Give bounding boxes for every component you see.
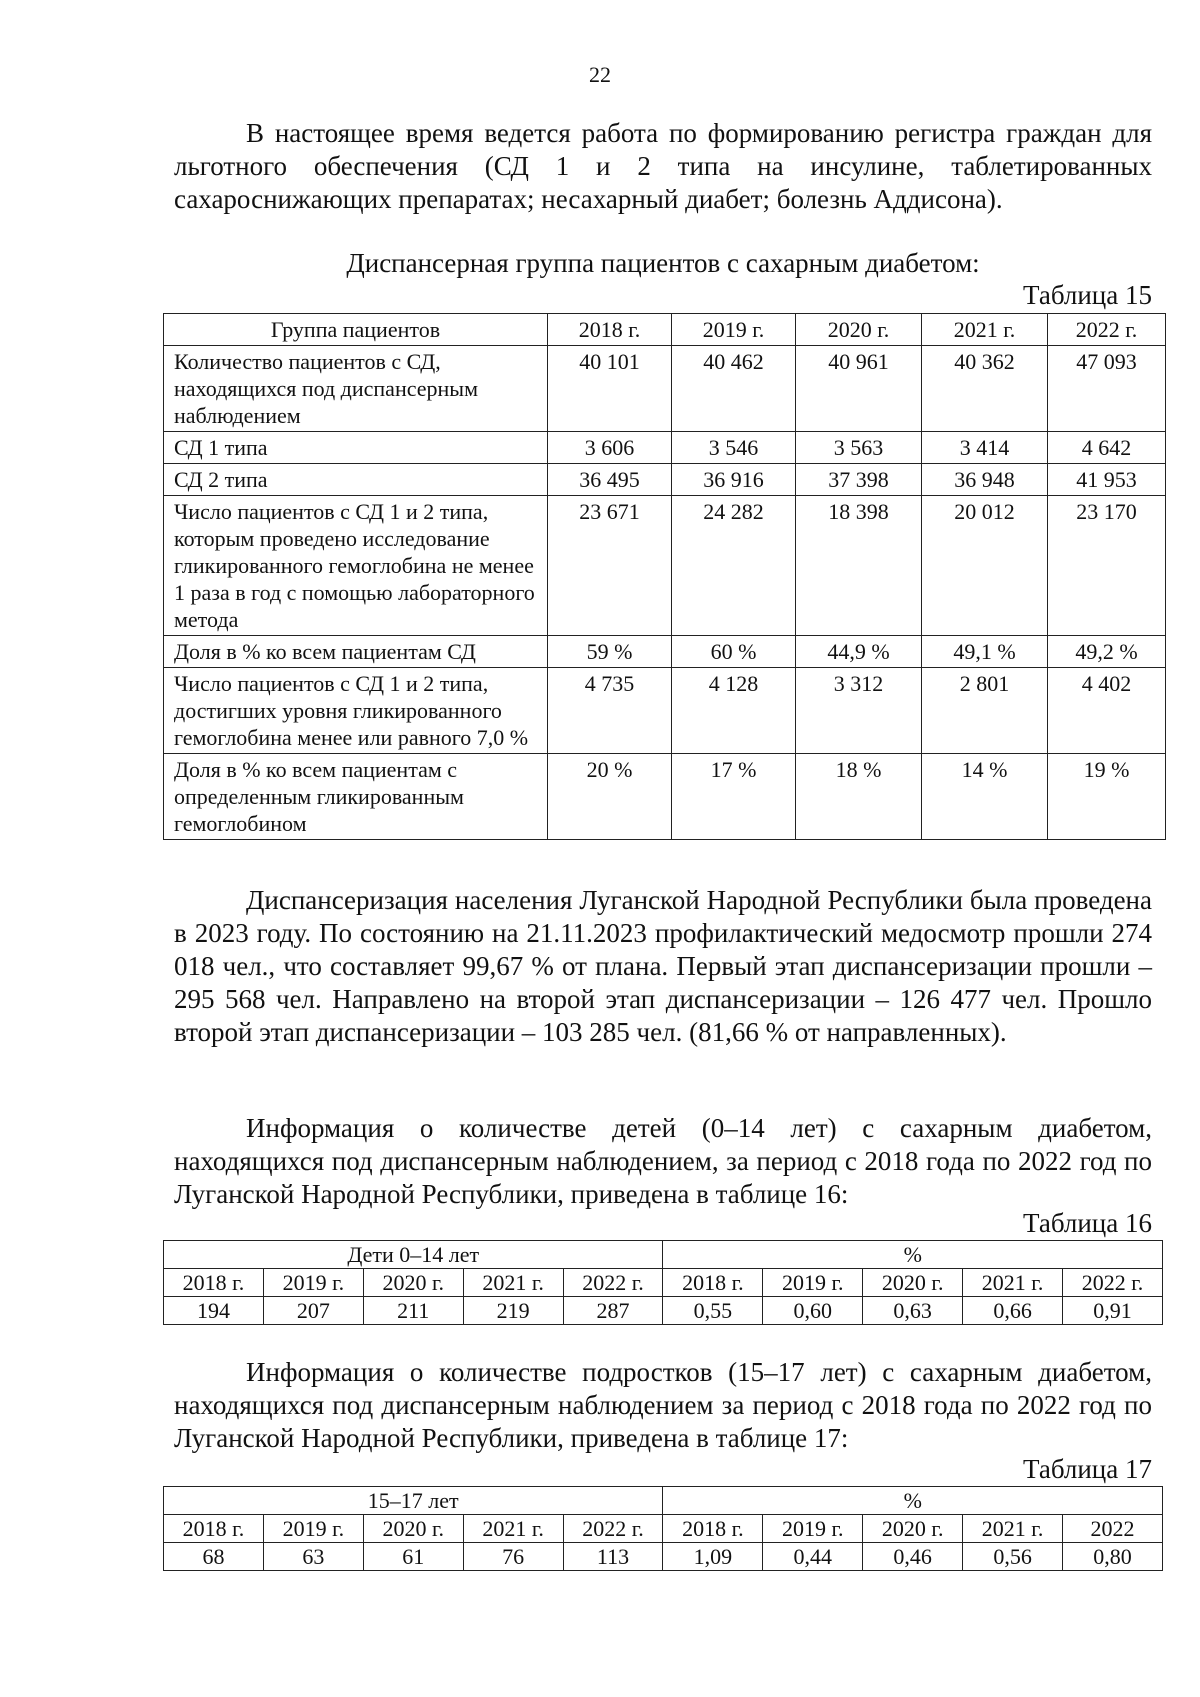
table15-header-cell: 2022 г. xyxy=(1048,314,1166,346)
table-cell: 3 563 xyxy=(796,432,922,464)
table-cell: 3 414 xyxy=(922,432,1048,464)
table-cell: 2019 г. xyxy=(763,1269,863,1297)
table-cell: 36 916 xyxy=(672,464,796,496)
table-row xyxy=(164,346,1166,432)
table-cell: 0,44 xyxy=(763,1543,863,1571)
table-cell: 0,60 xyxy=(763,1297,863,1325)
table-cell: 219 xyxy=(463,1297,563,1325)
table-cell: 287 xyxy=(563,1297,663,1325)
table-cell: 211 xyxy=(363,1297,463,1325)
table-cell: 2018 г. xyxy=(164,1269,264,1297)
table-cell: 2018 г. xyxy=(663,1269,763,1297)
table-cell: 37 398 xyxy=(796,464,922,496)
table-cell: 2020 г. xyxy=(363,1515,463,1543)
table17-group-left: 15–17 лет xyxy=(164,1487,663,1515)
row-label: Число пациентов с СД 1 и 2 типа, которым проведено исследование гликированного гемоглобина не менее 1 раза в год с помощью лабораторного метода xyxy=(164,496,548,636)
table-cell: 23 671 xyxy=(548,496,672,636)
table-cell: 40 462 xyxy=(672,346,796,432)
table-cell: 63 xyxy=(263,1543,363,1571)
table-cell: 49,2 % xyxy=(1048,636,1166,668)
row-label: Доля в % ко всем пациентам с определенным гликированным гемоглобином xyxy=(164,754,548,840)
table-cell: 61 xyxy=(363,1543,463,1571)
table15-header-cell: 2019 г. xyxy=(672,314,796,346)
table-cell: 20 % xyxy=(548,754,672,840)
table16-group-right: % xyxy=(663,1241,1163,1269)
table-cell: 49,1 % xyxy=(922,636,1048,668)
table-row xyxy=(164,432,1166,464)
table-cell: 3 606 xyxy=(548,432,672,464)
table-cell: 41 953 xyxy=(1048,464,1166,496)
table-row xyxy=(164,754,1166,840)
table15 xyxy=(163,313,1166,840)
table17-label: Таблица 17 xyxy=(1023,1454,1152,1484)
table-cell: 2019 г. xyxy=(263,1269,363,1297)
table15-header-cell: 2021 г. xyxy=(922,314,1048,346)
table-cell: 2021 г. xyxy=(463,1515,563,1543)
table17-group-row xyxy=(164,1487,1163,1515)
table-row xyxy=(164,464,1166,496)
table-cell: 2019 г. xyxy=(263,1515,363,1543)
table-cell: 0,55 xyxy=(663,1297,763,1325)
table-cell: 76 xyxy=(463,1543,563,1571)
table-cell: 19 % xyxy=(1048,754,1166,840)
table-cell: 0,66 xyxy=(963,1297,1063,1325)
table-cell: 2020 г. xyxy=(363,1269,463,1297)
table15-header-cell: 2018 г. xyxy=(548,314,672,346)
table-cell: 194 xyxy=(164,1297,264,1325)
table-cell: 2020 г. xyxy=(863,1269,963,1297)
table17 xyxy=(163,1486,1163,1571)
table-cell: 20 012 xyxy=(922,496,1048,636)
table15-header-cell: 2020 г. xyxy=(796,314,922,346)
row-label: Доля в % ко всем пациентам СД xyxy=(164,636,548,668)
table-cell: 17 % xyxy=(672,754,796,840)
table-cell: 40 961 xyxy=(796,346,922,432)
table-cell: 3 546 xyxy=(672,432,796,464)
teens-paragraph: Информация о количестве подростков (15–17 лет) с сахарным диабетом, находящихся под диспансерным наблюдением за период с 2018 года по 2022 год по Луганской Народной Республики, приведена в таблице 17: xyxy=(174,1357,1152,1453)
table-cell: 4 402 xyxy=(1048,668,1166,754)
table16-group-row xyxy=(164,1241,1163,1269)
table-cell: 47 093 xyxy=(1048,346,1166,432)
intro-paragraph: В настоящее время ведется работа по формированию регистра граждан для льготного обеспечения (СД 1 и 2 типа на инсулине, таблетированных сахароснижающих препаратах; несахарный диабет; болезнь Аддисона). xyxy=(174,118,1152,214)
table-cell: 2021 г. xyxy=(963,1515,1063,1543)
table-cell: 24 282 xyxy=(672,496,796,636)
table-cell: 2018 г. xyxy=(164,1515,264,1543)
table16 xyxy=(163,1240,1163,1325)
table-cell: 0,80 xyxy=(1063,1543,1163,1571)
table16-group-left: Дети 0–14 лет xyxy=(164,1241,663,1269)
table-cell: 40 101 xyxy=(548,346,672,432)
screening-paragraph: Диспансеризация населения Луганской Народной Республики была проведена в 2023 году. По состоянию на 21.11.2023 профилактический медосмотр прошли 274 018 чел., что составляет 99,67 % от плана. Первый этап диспансеризации прошли – 295 568 чел. Направлено на второй этап диспансеризации – 126 477 чел. Прошло второй этап диспансеризации – 103 285 чел. (81,66 % от направленных). xyxy=(174,885,1152,1047)
page-number: 22 xyxy=(589,62,611,87)
table16-years-row xyxy=(164,1269,1163,1297)
table-cell: 68 xyxy=(164,1543,264,1571)
table-cell: 2021 г. xyxy=(463,1269,563,1297)
table-cell: 0,56 xyxy=(963,1543,1063,1571)
table-cell: 2022 г. xyxy=(563,1269,663,1297)
table15-header-row xyxy=(164,314,1166,346)
table-cell: 14 % xyxy=(922,754,1048,840)
table-cell: 60 % xyxy=(672,636,796,668)
table17-group-right: % xyxy=(663,1487,1163,1515)
row-label: Количество пациентов с СД, находящихся под диспансерным наблюдением xyxy=(164,346,548,432)
table-cell: 1,09 xyxy=(663,1543,763,1571)
table-cell: 3 312 xyxy=(796,668,922,754)
table-cell: 4 128 xyxy=(672,668,796,754)
table-cell: 2022 г. xyxy=(563,1515,663,1543)
table-cell: 113 xyxy=(563,1543,663,1571)
table-cell: 18 % xyxy=(796,754,922,840)
table-cell: 2019 г. xyxy=(763,1515,863,1543)
table-cell: 2020 г. xyxy=(863,1515,963,1543)
children-paragraph: Информация о количестве детей (0–14 лет) с сахарным диабетом, находящихся под диспансерным наблюдением, за период с 2018 года по 2022 год по Луганской Народной Республики, приведена в таблице 16: xyxy=(174,1113,1152,1209)
table16-values-row xyxy=(164,1297,1163,1325)
table15-label: Таблица 15 xyxy=(1023,280,1152,310)
table-cell: 0,63 xyxy=(863,1297,963,1325)
table-cell: 36 948 xyxy=(922,464,1048,496)
table-cell: 2022 xyxy=(1063,1515,1163,1543)
table17-years-row xyxy=(164,1515,1163,1543)
table15-caption: Диспансерная группа пациентов с сахарным диабетом: xyxy=(346,248,980,278)
table15-header-cell: Группа пациентов xyxy=(164,314,548,346)
table-row xyxy=(164,668,1166,754)
table-cell: 2 801 xyxy=(922,668,1048,754)
table-cell: 36 495 xyxy=(548,464,672,496)
table-cell: 44,9 % xyxy=(796,636,922,668)
table-cell: 59 % xyxy=(548,636,672,668)
table-cell: 2022 г. xyxy=(1063,1269,1163,1297)
table17-values-row xyxy=(164,1543,1163,1571)
table-cell: 18 398 xyxy=(796,496,922,636)
table-cell: 0,46 xyxy=(863,1543,963,1571)
table-cell: 4 735 xyxy=(548,668,672,754)
table-cell: 2021 г. xyxy=(963,1269,1063,1297)
table-cell: 207 xyxy=(263,1297,363,1325)
table-cell: 40 362 xyxy=(922,346,1048,432)
table-cell: 0,91 xyxy=(1063,1297,1163,1325)
row-label: СД 1 типа xyxy=(164,432,548,464)
row-label: СД 2 типа xyxy=(164,464,548,496)
table-cell: 23 170 xyxy=(1048,496,1166,636)
table-cell: 4 642 xyxy=(1048,432,1166,464)
table16-label: Таблица 16 xyxy=(1023,1208,1152,1238)
table-row xyxy=(164,636,1166,668)
table-row xyxy=(164,496,1166,636)
row-label: Число пациентов с СД 1 и 2 типа, достигших уровня гликированного гемоглобина менее или равного 7,0 % xyxy=(164,668,548,754)
table-cell: 2018 г. xyxy=(663,1515,763,1543)
